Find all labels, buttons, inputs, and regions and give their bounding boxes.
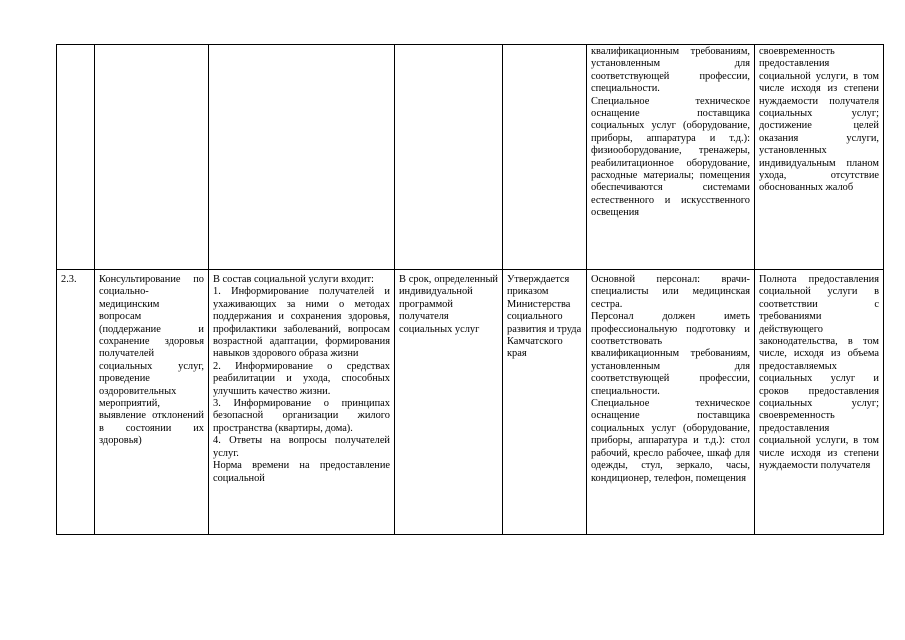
table-row (57, 270, 884, 535)
cell-tariff-basis (503, 45, 587, 270)
cell-service-term (395, 270, 503, 535)
paragraph: Специальное техническое оснащение поставщика социальных услуг (оборудование, приборы, аппаратура и т.д.): физиооборудование, тренажеры, реабилитационное оборудование, расходные материалы; помещения обеспечиваются системами естественного и искусственного освещения (591, 95, 750, 219)
paragraph: Консультирование по социально-медицинским вопросам (поддержание и сохранение здоровья получателей социальных услуг, проведение оздоровительных мероприятий, выявление отклонений в состоянии их здоровья) (99, 274, 204, 447)
cell-service-name (95, 45, 209, 270)
services-table (56, 44, 884, 535)
paragraph: В состав социальной услуги входит: (213, 274, 374, 285)
paragraph: своевременность предоставления социальной услуги, в том числе исходя из степени нуждаемости получателя социальных услуг; достижение целей оказания услуги, установленных индивидуальным планом ухода, отсутствие обоснованных жалоб (759, 46, 879, 194)
cell-quality-indicators (755, 45, 884, 270)
paragraph: 4. Ответы на вопросы получателей услуг. (213, 435, 390, 459)
paragraph: Норма времени на предоставление социальной (213, 460, 390, 484)
paragraph: квалификационным требованиям, установленным для соответствующей профессии, специальности. (591, 46, 750, 95)
table-row (57, 45, 884, 270)
paragraph: 2. Информирование о средствах реабилитации и ухода, способных улучшить качество жизни. (213, 360, 390, 397)
cell-number (57, 45, 95, 270)
cell-service-name (95, 270, 209, 535)
row-number: 2.3. (61, 274, 77, 285)
paragraph: Основной персонал: врачи-специалисты или медицинская сестра. (591, 274, 750, 310)
cell-provision-conditions (587, 45, 755, 270)
paragraph: 1. Информирование получателей и ухаживающих за ними о методах поддержания и сохранения здоровья, профилактики заболеваний, вопросам возрастной адаптации, формирования навыков здорового образа жизни (213, 286, 390, 360)
cell-provision-conditions (587, 270, 755, 535)
paragraph: Специальное техническое оснащение поставщика социальных услуг (оборудование, приборы, аппаратура и т.д.): стол рабочий, кресло рабочее, шкаф для одежды, стул, зеркало, часы, кондиционер, телефон, помещения (591, 398, 750, 484)
cell-service-content (209, 45, 395, 270)
paragraph: Утверждается приказом Министерства социального развития и труда Камчатского края (507, 274, 582, 360)
cell-number (57, 270, 95, 535)
cell-service-term (395, 45, 503, 270)
cell-quality-indicators (755, 270, 884, 535)
paragraph: Полнота предоставления социальной услуги в соответствии с требованиями действующего законодательства, в том числе, исходя из объема предоставляемых социальных услуг и сроков предоставления социальных услуг; своевременность предоставления социальной услуги, в том числе исходя из степени нуждаемости получателя (759, 274, 879, 472)
cell-tariff-basis (503, 270, 587, 535)
paragraph: 3. Информирование о принципах безопасной организации жилого пространства (квартиры, дома). (213, 398, 390, 434)
cell-service-content (209, 270, 395, 535)
paragraph: В срок, определенный индивидуальной программой получателя социальных услуг (399, 274, 498, 335)
paragraph: Персонал должен иметь профессиональную подготовку и соответствовать квалификационным требованиям, установленным для соответствующей профессии, специальности. (591, 311, 750, 397)
